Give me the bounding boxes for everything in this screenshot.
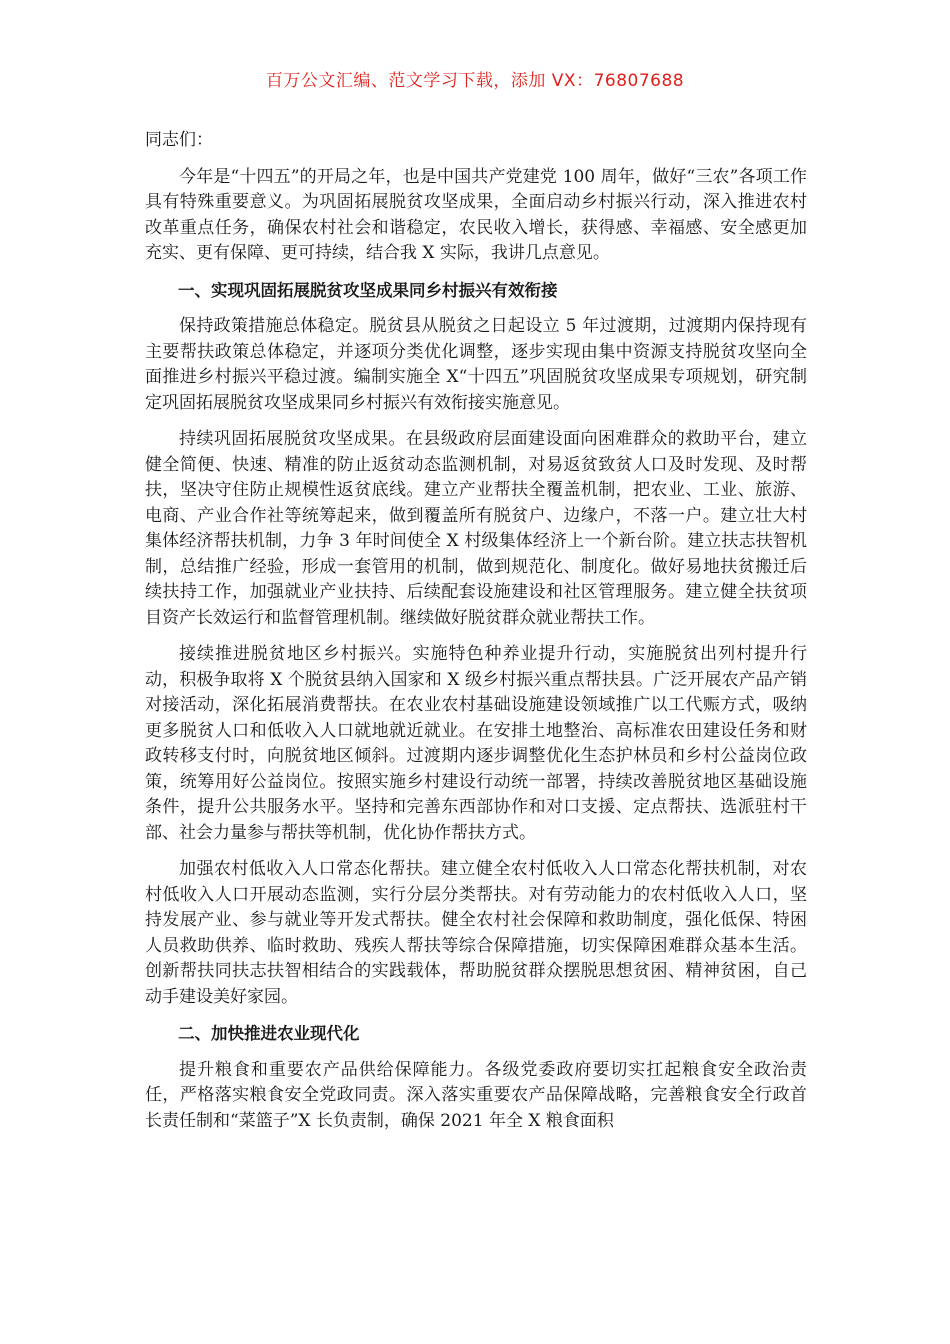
- paragraph: 持续巩固拓展脱贫攻坚成果。在县级政府层面建设面向困难群众的救助平台，建立健全简便、快速、精准的防止返贫动态监测机制，对易返贫致贫人口及时发现、及时帮扶，坚决守住防止规模性返贫底线。建立产业帮扶全覆盖机制，把农业、工业、旅游、电商、产业合作社等统筹起来，做到覆盖所有脱贫户、边缘户，不落一户。建立壮大村集体经济帮扶机制，力争 3 年时间使全 X 村级集体经济上一个新台阶。建立扶志扶智机制，总结推广经验，形成一套管用的机制，做到规范化、制度化。做好易地扶贫搬迁后续扶持工作，加强就业产业扶持、后续配套设施建设和社区管理服务。建立健全扶贫项目资产长效运行和监督管理机制。继续做好脱贫群众就业帮扶工作。: [145, 429, 807, 628]
- paragraph: 接续推进脱贫地区乡村振兴。实施特色种养业提升行动，实施脱贫出列村提升行动，积极争取将 X 个脱贫县纳入国家和 X 级乡村振兴重点帮扶县。广泛开展农产品产销对接活动，深化拓展消费帮扶。在农业农村基础设施建设领域推广以工代赈方式，吸纳更多脱贫人口和低收入人口就地就近就业。在安排土地整治、高标准农田建设任务和财政转移支付时，向脱贫地区倾斜。过渡期内逐步调整优化生态护林员和乡村公益岗位政策，统筹用好公益岗位。按照实施乡村建设行动统一部署，持续改善脱贫地区基础设施条件，提升公共服务水平。坚持和完善东西部协作和对口支援、定点帮扶、选派驻村干部、社会力量参与帮扶等机制，优化协作帮扶方式。: [145, 644, 807, 843]
- document-body: [145, 128, 807, 1145]
- salutation: 同志们：: [145, 130, 213, 150]
- paragraph: 提升粮食和重要农产品供给保障能力。各级党委政府要切实扛起粮食安全政治责任，严格落实粮食安全党政同责。深入落实重要农产品保障战略，完善粮食安全行政首长责任制和“菜篮子”X 长负责制，确保 2021 年全 X 粮食面积: [145, 1059, 807, 1131]
- section-heading: 二、加快推进农业现代化: [178, 1024, 360, 1043]
- paragraph: 加强农村低收入人口常态化帮扶。建立健全农村低收入人口常态化帮扶机制，对农村低收入人口开展动态监测，实行分层分类帮扶。对有劳动能力的农村低收入人口，坚持发展产业、参与就业等开发式帮扶。健全农村社会保障和救助制度，强化低保、特困人员救助供养、临时救助、残疾人帮扶等综合保障措施，切实保障困难群众基本生活。创新帮扶同扶志扶智相结合的实践载体，帮助脱贫群众摆脱思想贫困、精神贫困，自己动手建设美好家园。: [145, 859, 807, 1007]
- section-heading: 一、实现巩固拓展脱贫攻坚成果同乡村振兴有效衔接: [178, 280, 558, 300]
- watermark-banner: [0, 66, 950, 91]
- banner-text: 百万公文汇编、范文学习下载，添加 VX：76807688: [265, 71, 685, 91]
- paragraph: 保持政策措施总体稳定。脱贫县从脱贫之日起设立 5 年过渡期，过渡期内保持现有主要帮扶政策总体稳定，并逐项分类优化调整，逐步实现由集中资源支持脱贫攻坚向全面推进乡村振兴平稳过渡。编制实施全 X“十四五”巩固脱贫攻坚成果专项规划，研究制定巩固拓展脱贫攻坚成果同乡村振兴有效衔接实施意见。: [145, 316, 807, 413]
- intro-paragraph: 今年是“十四五”的开局之年，也是中国共产党建党 100 周年，做好“三农”各项工作具有特殊重要意义。为巩固拓展脱贫攻坚成果，全面启动乡村振兴行动，深入推进农村改革重点任务，确保农村社会和谐稳定，农民收入增长，获得感、幸福感、安全感更加充实、更有保障、更可持续，结合我 X 实际，我讲几点意见。: [145, 166, 807, 263]
